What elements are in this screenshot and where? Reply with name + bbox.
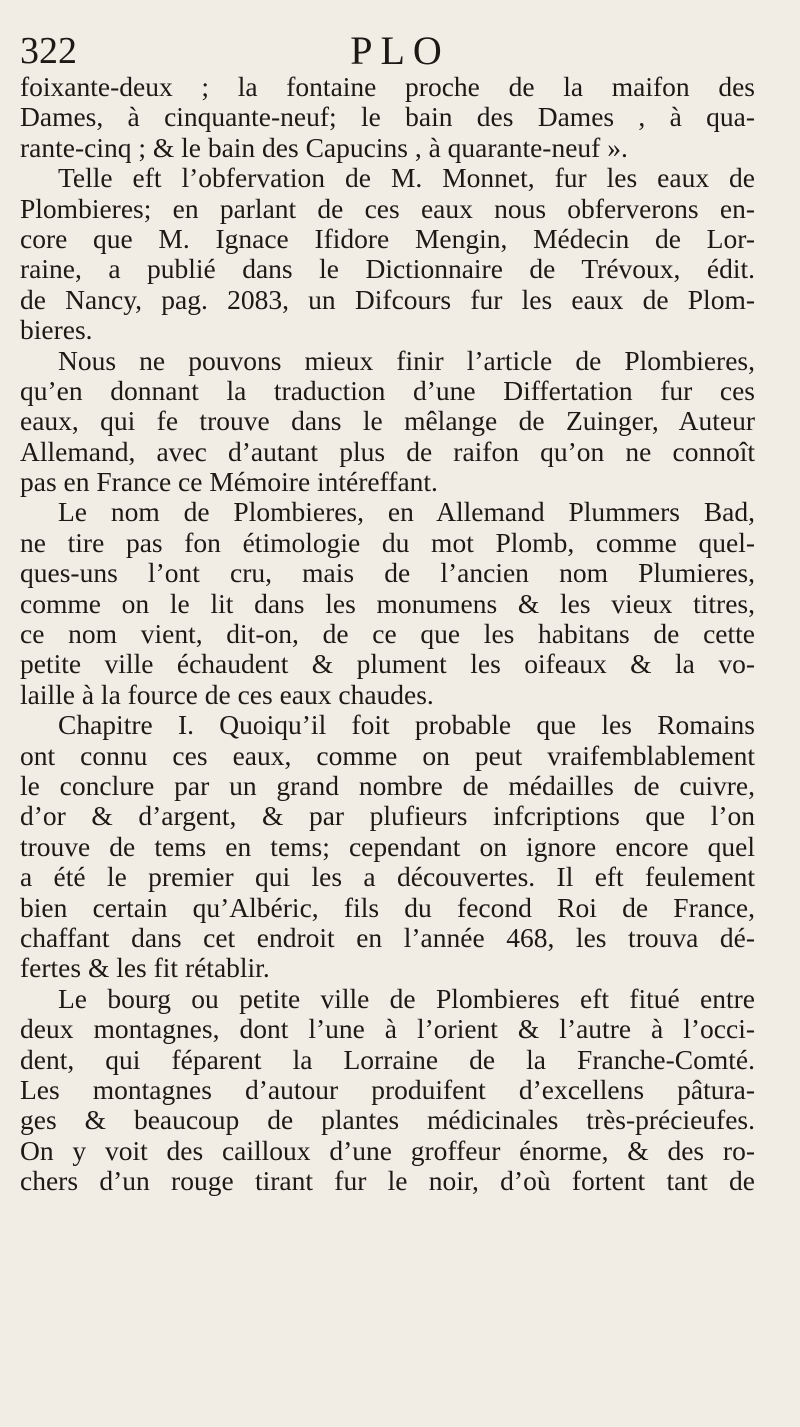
text-line: petite ville échaudent & plument les oifeaux & la vo-: [20, 648, 755, 680]
page-number: 322: [20, 30, 77, 72]
text-line: Allemand, avec d’autant plus de raifon qu’on ne connoît: [20, 435, 755, 467]
text-line: qu’en donnant la traduction d’une Differtation fur ces: [20, 374, 755, 406]
text-line: trouve de tems en tems; cependant on ignore encore quel: [20, 830, 755, 862]
text-line: de Nancy, pag. 2083, un Difcours fur les eaux de Plom-: [20, 283, 755, 315]
text-line: chaffant dans cet endroit en l’année 468, les trouva dé-: [20, 921, 755, 953]
text-line: eaux, qui fe trouve dans le mêlange de Zuinger, Auteur: [20, 405, 755, 437]
text-line: Chapitre I. Quoiqu’il foit probable que les Romains: [58, 709, 755, 741]
text-line: comme on le lit dans les monumens & les vieux titres,: [20, 587, 755, 619]
text-line: rante-cinq ; & le bain des Capucins , à quarante-neuf ».: [20, 131, 628, 163]
text-line: ques-uns l’ont cru, mais de l’ancien nom Plumieres,: [20, 557, 755, 589]
text-line: Plombieres; en parlant de ces eaux nous obferverons en-: [20, 192, 755, 224]
text-line: raine, a publié dans le Dictionnaire de Trévoux, édit.: [20, 253, 755, 285]
text-line: On y voit des cailloux d’une groffeur énorme, & des ro-: [20, 1134, 755, 1166]
text-line: Telle eft l’obfervation de M. Monnet, fur les eaux de: [58, 162, 755, 194]
text-line: laille à la fource de ces eaux chaudes.: [20, 678, 434, 710]
text-line: chers d’un rouge tirant fur le noir, d’où fortent tant de: [20, 1165, 755, 1197]
text-line: Dames, à cinquante-neuf; le bain des Dames , à qua-: [20, 101, 755, 133]
body-text: [20, 72, 755, 1196]
running-head: PLO: [350, 28, 450, 73]
text-line: bieres.: [20, 314, 93, 346]
text-line: pas en France ce Mémoire intéreffant.: [20, 466, 438, 498]
text-line: a été le premier qui les a découvertes. Il eft feulement: [20, 861, 755, 893]
text-line: ce nom vient, dit-on, de ce que les habitans de cette: [20, 618, 755, 650]
text-line: dent, qui féparent la Lorraine de la Franche-Comté.: [20, 1043, 755, 1075]
text-line: ges & beaucoup de plantes médicinales très-précieufes.: [20, 1104, 755, 1136]
text-line: core que M. Ignace Ifidore Mengin, Médecin de Lor-: [20, 222, 755, 254]
text-line: Le nom de Plombieres, en Allemand Plummers Bad,: [58, 496, 755, 528]
text-line: bien certain qu’Albéric, fils du fecond Roi de France,: [20, 891, 755, 923]
text-line: Nous ne pouvons mieux finir l’article de Plombieres,: [58, 344, 755, 376]
text-line: deux montagnes, dont l’une à l’orient & l’autre à l’occi-: [20, 1013, 755, 1045]
text-line: ne tire pas fon étimologie du mot Plomb, comme quel-: [20, 526, 755, 558]
page-header: [20, 26, 780, 76]
text-line: fertes & les fit rétablir.: [20, 952, 270, 984]
text-line: Le bourg ou petite ville de Plombieres eft fitué entre: [58, 982, 755, 1014]
text-line: Les montagnes d’autour produifent d’excellens pâtura-: [20, 1073, 755, 1105]
text-line: foixante-deux ; la fontaine proche de la maifon des: [20, 71, 755, 102]
text-line: ont connu ces eaux, comme on peut vraifemblablement: [20, 739, 755, 771]
text-line: le conclure par un grand nombre de médailles de cuivre,: [20, 769, 755, 801]
text-line: d’or & d’argent, & par plufieurs infcriptions que l’on: [20, 800, 755, 832]
